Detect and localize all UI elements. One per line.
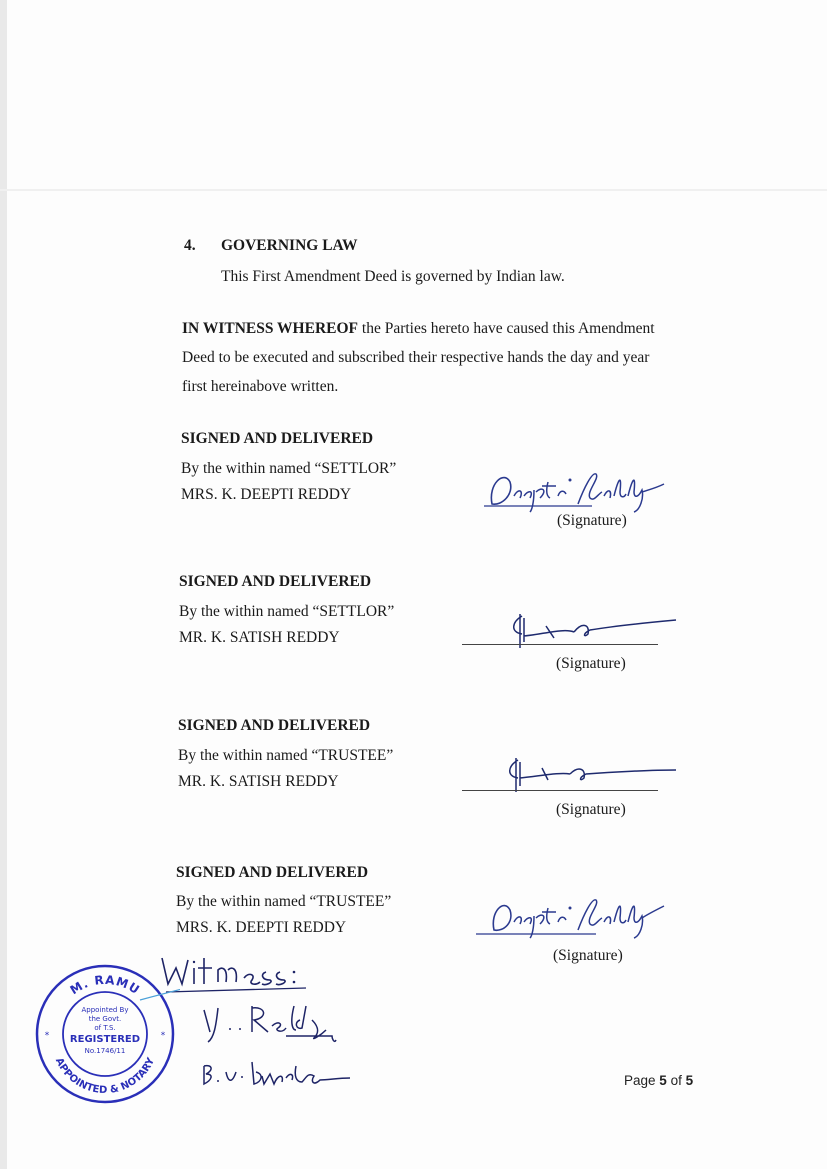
scan-edge xyxy=(0,0,7,1169)
stamp-reg-no: No.1746/11 xyxy=(84,1047,126,1055)
footer-current-page: 5 xyxy=(659,1073,667,1088)
notary-stamp xyxy=(30,962,180,1106)
signature-block-heading: SIGNED AND DELIVERED xyxy=(176,864,369,881)
signature-caption: (Signature) xyxy=(553,947,623,964)
clause-heading: GOVERNING LAW xyxy=(221,237,358,254)
witness-label-handwriting xyxy=(156,948,356,1000)
stamp-star-right: * xyxy=(160,1031,166,1041)
signature-block-role: By the within named “TRUSTEE” xyxy=(176,893,392,910)
footer-page-word: Page xyxy=(624,1073,656,1088)
stamp-line2: the Govt. xyxy=(88,1015,122,1023)
witness-clause-line2: Deed to be executed and subscribed their respective hands the day and year xyxy=(182,349,650,366)
clause-number: 4. xyxy=(184,237,196,254)
stamp-line1: Appointed By xyxy=(81,1006,129,1014)
signature-caption: (Signature) xyxy=(556,801,626,818)
signature-block-role: By the within named “SETTLOR” xyxy=(181,460,397,477)
signature-block-role: By the within named “SETTLOR” xyxy=(179,603,395,620)
signature-block-heading: SIGNED AND DELIVERED xyxy=(178,717,371,734)
signature-block-name: MRS. K. DEEPTI REDDY xyxy=(176,919,347,936)
stamp-star-left: * xyxy=(44,1031,50,1041)
witness-1-signature xyxy=(196,996,356,1044)
signature-caption: (Signature) xyxy=(557,512,627,529)
signature-block-heading: SIGNED AND DELIVERED xyxy=(181,430,374,447)
signature-block-role: By the within named “TRUSTEE” xyxy=(178,747,394,764)
stamp-bottom-text: APPOINTED & NOTARY xyxy=(52,1056,158,1097)
witness-clause-line3: first hereinabove written. xyxy=(182,378,339,395)
footer-of-word: of xyxy=(670,1073,682,1088)
deepti-signature-2 xyxy=(476,892,676,940)
signature-block-heading: SIGNED AND DELIVERED xyxy=(179,573,372,590)
signature-block-name: MR. K. SATISH REDDY xyxy=(178,773,339,790)
witness-2-signature xyxy=(198,1052,358,1092)
stamp-line3: of T.S. xyxy=(94,1024,116,1032)
witness-clause-lead: IN WITNESS WHEREOF xyxy=(182,320,359,337)
svg-text:M. RAMU xyxy=(68,973,143,998)
page-footer xyxy=(624,1073,693,1088)
deepti-signature-1 xyxy=(474,462,674,514)
signature-caption: (Signature) xyxy=(556,655,626,672)
signature-block-name: MRS. K. DEEPTI REDDY xyxy=(181,486,352,503)
witness-clause-line1 xyxy=(182,314,655,344)
witness-clause-line1-rest: the Parties hereto have caused this Amendment xyxy=(358,320,655,337)
footer-total-pages: 5 xyxy=(685,1073,694,1088)
fold-crease xyxy=(0,189,827,191)
stamp-name: M. RAMU xyxy=(67,972,143,998)
signature-line xyxy=(462,644,658,645)
signature-line xyxy=(462,790,658,791)
stamp-registered: REGISTERED xyxy=(69,1034,141,1045)
satish-signature-1 xyxy=(504,608,680,652)
signature-block-name: MR. K. SATISH REDDY xyxy=(179,629,340,646)
clause-body: This First Amendment Deed is governed by Indian law. xyxy=(221,268,565,285)
